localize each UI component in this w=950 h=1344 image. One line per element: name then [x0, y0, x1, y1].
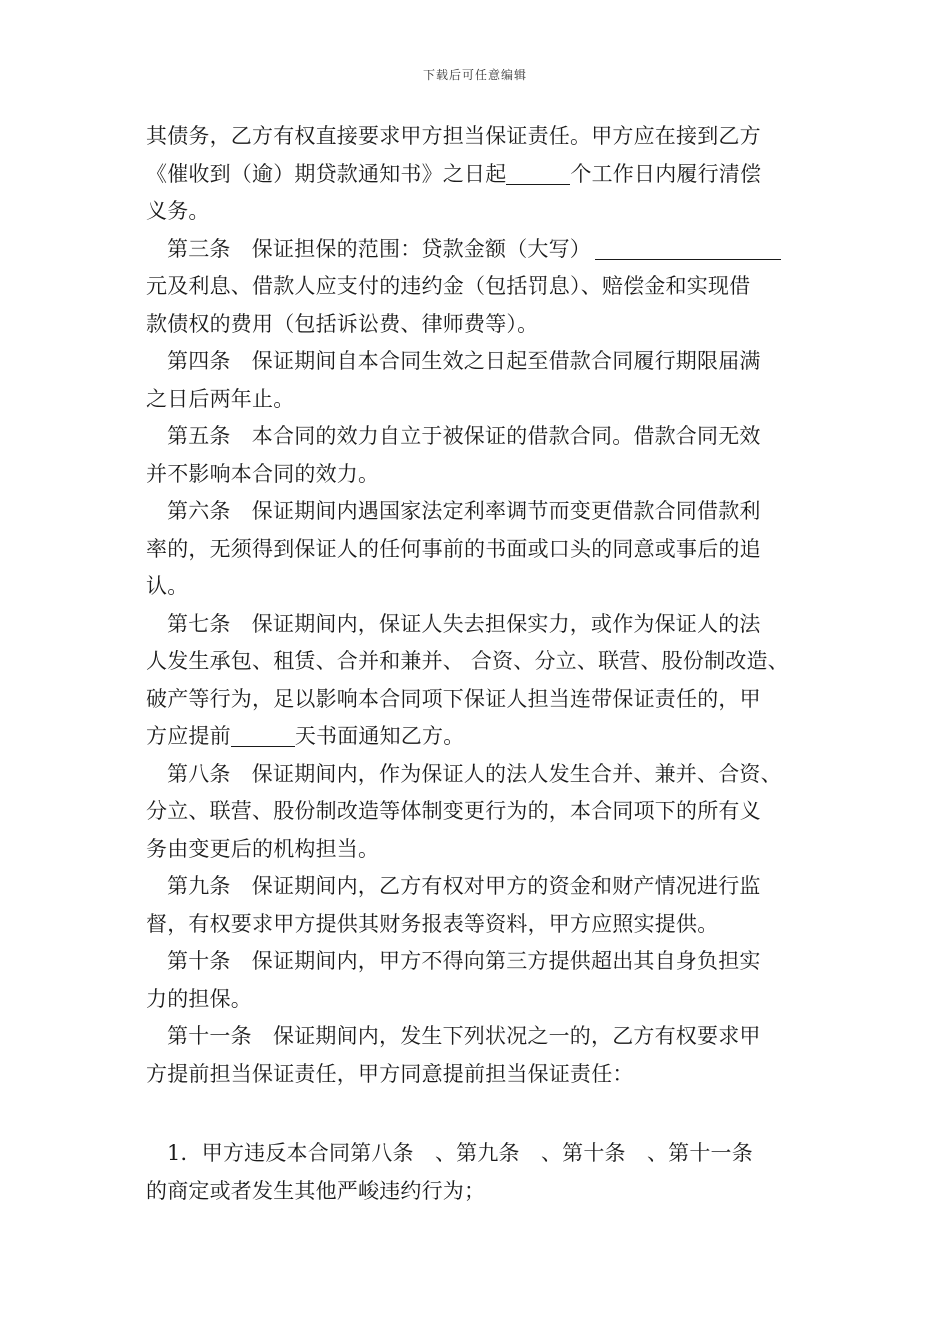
page-header: 下载后可任意编辑	[422, 68, 527, 82]
clause-11-line: 第十一条 保证期间内，发生下列状况之一的，乙方有权要求甲	[167, 1024, 761, 1048]
text-line: 的商定或者发生其他严峻违约行为；	[146, 1178, 486, 1203]
text-line: 分立、联营、股份制改造等体制变更行为的，本合同项下的所有义	[146, 799, 761, 823]
text-line: 元及利息、借款人应支付的违约金（包括罚息）、赔偿金和实现借	[146, 274, 751, 298]
text-line	[146, 718, 826, 756]
clause-10-line: 第十条 保证期间内，甲方不得向第三方提供超出其自身负担实	[167, 949, 761, 973]
text-line: 方提前担当保证责任，甲方同意提前担当保证责任：	[146, 1061, 634, 1086]
clause-8-line: 第八条 保证期间内，作为保证人的法人发生合并、兼并、合资、	[167, 761, 782, 786]
text-segment: 方应提前	[146, 724, 231, 748]
text-line: 率的，无须得到保证人的任何事前的书面或口头的同意或事后的追	[146, 536, 761, 561]
fill-blank[interactable]	[231, 724, 295, 747]
text-line: 破产等行为，足以影响本合同项下保证人担当连带保证责任的，甲	[146, 686, 761, 711]
fill-blank[interactable]	[506, 162, 570, 185]
clause-3-line	[146, 231, 826, 269]
clause-4-line: 第四条 保证期间自本合同生效之日起至借款合同履行期限届满	[167, 349, 761, 373]
text-line: 人发生承包、租赁、合并和兼并、 合资、分立、联营、股份制改造、	[146, 649, 789, 673]
text-line: 督，有权要求甲方提供其财务报表等资料，甲方应照实提供。	[146, 911, 719, 936]
fill-blank[interactable]	[595, 237, 781, 260]
text-line: 其债务，乙方有权直接要求甲方担当保证责任。甲方应在接到乙方	[146, 124, 761, 148]
text-line	[146, 156, 826, 194]
clause-5-line: 第五条 本合同的效力自立于被保证的借款合同。借款合同无效	[167, 424, 761, 448]
text-line: 并不影响本合同的效力。	[146, 461, 380, 486]
clause-6-line: 第六条 保证期间内遇国家法定利率调节而变更借款合同借款利	[167, 499, 761, 523]
text-line: 力的担保。	[146, 986, 252, 1011]
text-line: 义务。	[146, 199, 210, 223]
clause-9-line: 第九条 保证期间内，乙方有权对甲方的资金和财产情况进行监	[167, 874, 761, 898]
clause-7-line: 第七条 保证期间内，保证人失去担保实力，或作为保证人的法	[167, 611, 761, 636]
text-line: 之日后两年止。	[146, 386, 295, 411]
text-segment: 《催收到（逾）期贷款通知书》之日起	[146, 161, 507, 186]
text-line: 款债权的费用（包括诉讼费、律师费等）。	[146, 311, 539, 336]
paragraph-gap	[146, 1093, 826, 1135]
text-line: 认。	[146, 574, 189, 598]
text-segment: 个工作日内履行清偿	[570, 161, 762, 186]
text-line: 务由变更后的机构担当。	[146, 836, 380, 861]
list-item-1-line: 1．甲方违反本合同第八条 、第九条 、第十条 、第十一条	[167, 1141, 753, 1165]
document-body	[146, 118, 826, 1210]
text-segment: 天书面通知乙方。	[294, 724, 465, 748]
text-segment: 第三条 保证担保的范围：贷款金额（大写）	[167, 236, 591, 261]
